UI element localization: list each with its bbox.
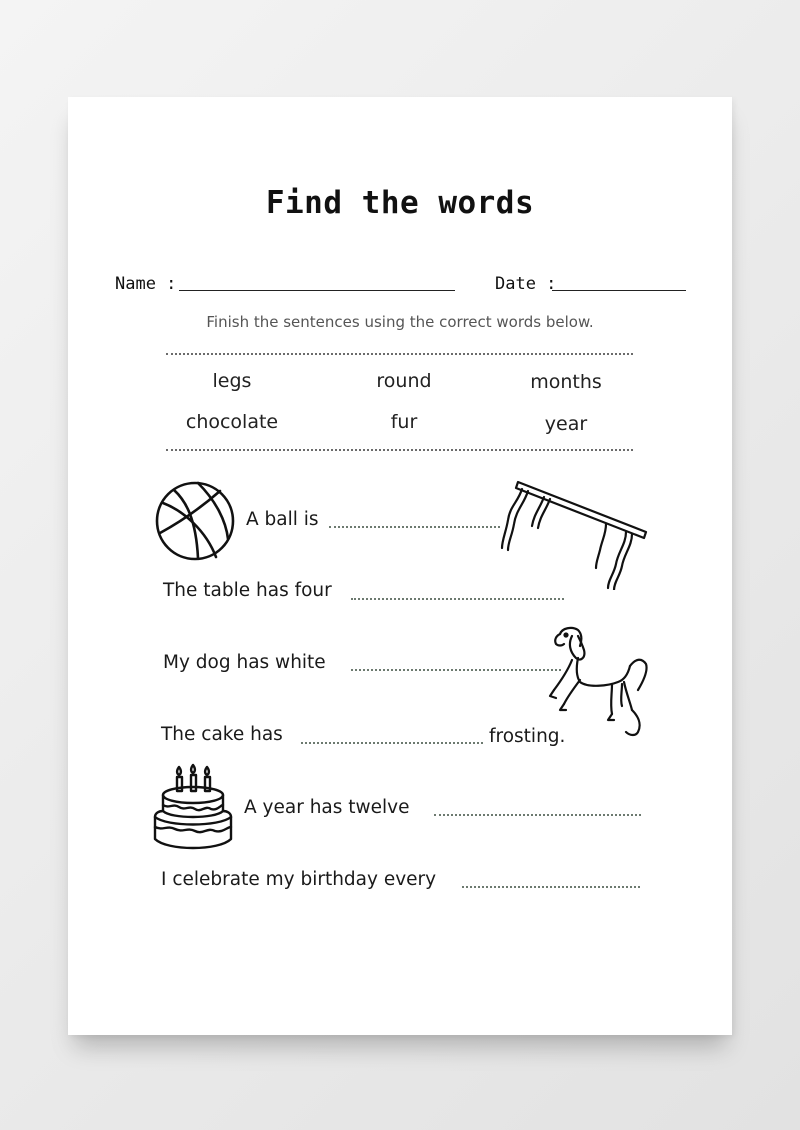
sentence-cake-start: The cake has	[161, 724, 283, 745]
basketball-icon	[154, 481, 236, 561]
page-title: Find the words	[265, 185, 535, 221]
answer-blank-birthday[interactable]	[462, 886, 640, 888]
word-bank-item: chocolate	[185, 411, 279, 433]
word-bank-item: months	[530, 371, 602, 393]
answer-blank-table[interactable]	[351, 598, 564, 600]
birthday-cake-icon	[151, 763, 235, 851]
sentence-cake-end: frosting.	[489, 726, 566, 747]
name-label: Name :	[115, 274, 177, 294]
answer-blank-dog[interactable]	[351, 669, 561, 671]
word-bank-item: legs	[212, 370, 252, 392]
answer-blank-ball[interactable]	[329, 526, 500, 528]
table-icon	[498, 480, 650, 590]
instruction-text: Finish the sentences using the correct words below.	[206, 313, 594, 331]
date-field[interactable]	[552, 290, 686, 291]
date-label: Date :	[495, 274, 557, 294]
word-bank-item: year	[544, 413, 588, 435]
answer-blank-cake[interactable]	[301, 742, 483, 744]
sentence-year: A year has twelve	[244, 797, 410, 818]
sentence-table: The table has four	[163, 580, 332, 601]
name-field[interactable]	[179, 290, 455, 291]
word-bank-item: round	[376, 370, 432, 392]
sentence-dog: My dog has white	[163, 652, 326, 673]
word-bank-item: fur	[390, 411, 418, 433]
word-bank-bottom-divider	[166, 449, 633, 451]
worksheet-page	[68, 97, 732, 1035]
sentence-birthday: I celebrate my birthday every	[161, 869, 437, 890]
answer-blank-year[interactable]	[434, 814, 641, 816]
sentence-ball: A ball is	[246, 509, 319, 530]
word-bank-top-divider	[166, 353, 633, 355]
